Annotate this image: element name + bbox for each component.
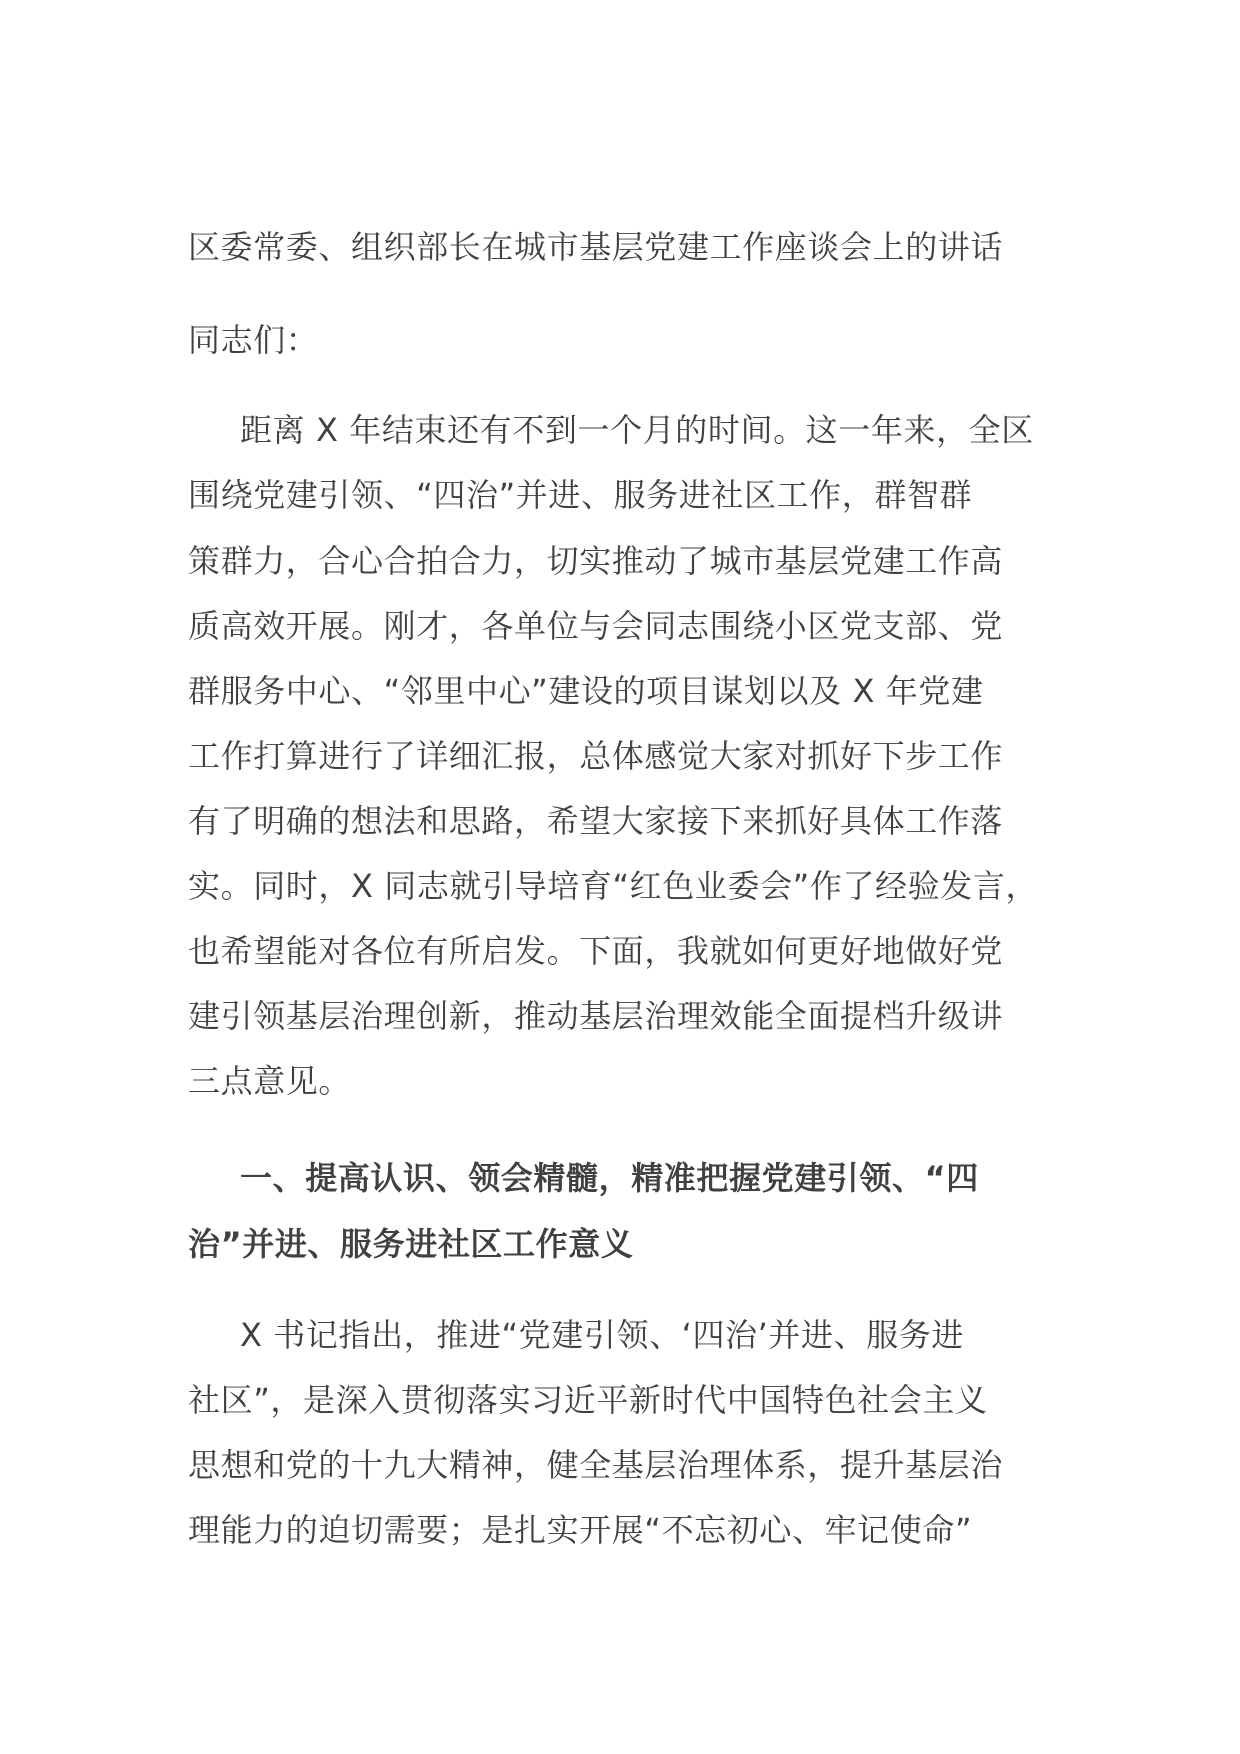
paragraph-line: 策群力，合心合拍合力，切实推动了城市基层党建工作高 bbox=[188, 542, 1004, 580]
heading-line: 治”并进、服务进社区工作意义 bbox=[188, 1225, 634, 1263]
paragraph-line: 建引领基层治理创新，推动基层治理效能全面提档升级讲 bbox=[188, 997, 1004, 1035]
paragraph-line: 也希望能对各位有所启发。下面，我就如何更好地做好党 bbox=[188, 932, 1004, 970]
paragraph-line: 实。同时，X 同志就引导培育“红色业委会”作了经验发言， bbox=[188, 867, 1039, 905]
paragraph-line: 三点意见。 bbox=[188, 1062, 352, 1100]
paragraph-line: 有了明确的想法和思路，希望大家接下来抓好具体工作落 bbox=[188, 802, 1004, 840]
salutation: 同志们： bbox=[188, 321, 319, 359]
paragraph-line: X 书记指出，推进“党建引领、‘四治’并进、服务进 bbox=[240, 1316, 965, 1354]
paragraph-line: 工作打算进行了详细汇报，总体感觉大家对抓好下步工作 bbox=[188, 737, 1004, 775]
paragraph-line: 围绕党建引领、“四治”并进、服务进社区工作，群智群 bbox=[188, 476, 973, 514]
paragraph-line: 距离 X 年结束还有不到一个月的时间。这一年来，全区 bbox=[240, 411, 1034, 449]
paragraph-line: 社区”，是深入贯彻落实习近平新时代中国特色社会主义 bbox=[188, 1381, 988, 1419]
paragraph-line: 理能力的迫切需要；是扎实开展“不忘初心、牢记使命” bbox=[188, 1511, 973, 1549]
heading-line: 一、提高认识、领会精髓，精准把握党建引领、“四 bbox=[240, 1159, 979, 1197]
paragraph-line: 质高效开展。刚才，各单位与会同志围绕小区党支部、党 bbox=[188, 607, 1004, 645]
paragraph-line: 群服务中心、“邻里中心”建设的项目谋划以及 X 年党建 bbox=[188, 672, 984, 710]
document-title: 区委常委、组织部长在城市基层党建工作座谈会上的讲话 bbox=[188, 228, 1004, 266]
paragraph-line: 思想和党的十九大精神，健全基层治理体系，提升基层治 bbox=[188, 1446, 1004, 1484]
